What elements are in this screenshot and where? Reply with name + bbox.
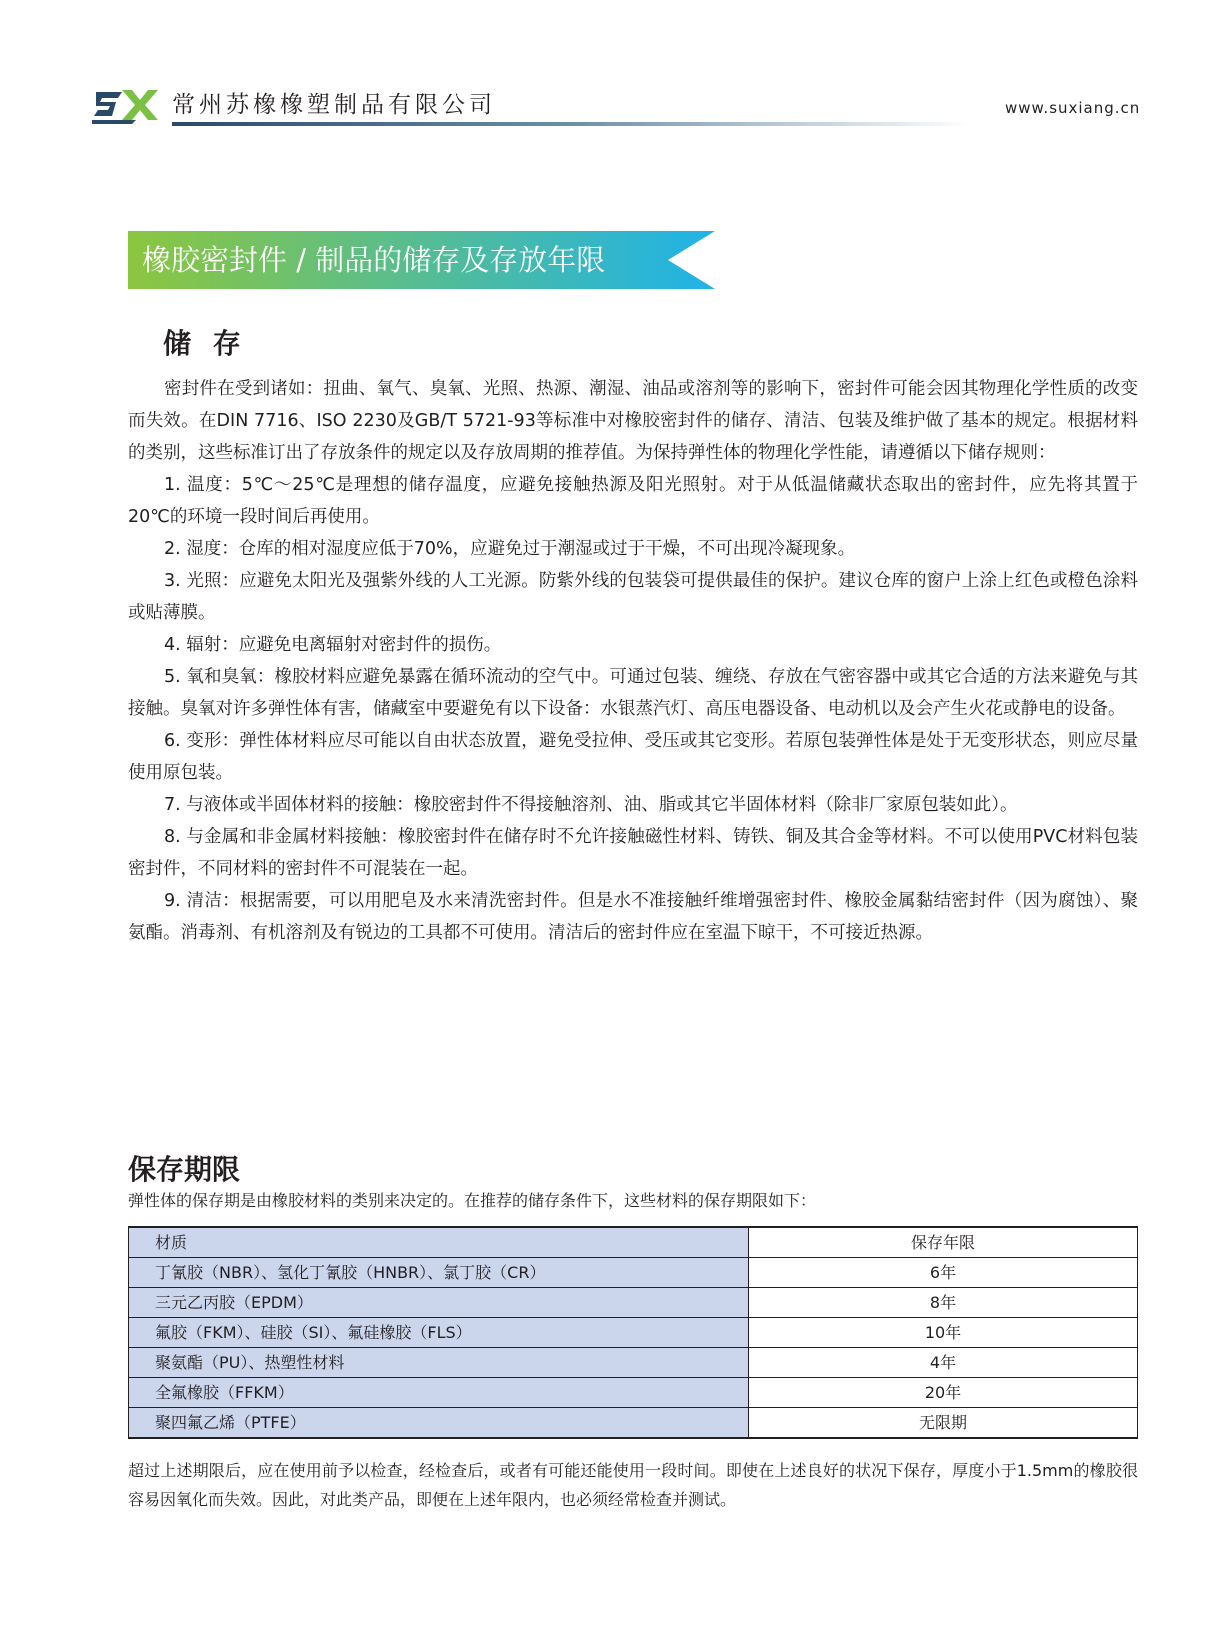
website-url: www.suxiang.cn	[1005, 99, 1141, 117]
table-row	[129, 1288, 1138, 1318]
storage-rule: 5. 氧和臭氧：橡胶材料应避免暴露在循环流动的空气中。可通过包装、缠绕、存放在气密容器中或其它合适的方法来避免与其接触。臭氧对许多弹性体有害，储藏室中要避免有以下设备：水银蒸汽灯、高压电器设备、电动机以及会产生火花或静电的设备。	[128, 667, 1138, 719]
storage-rule: 1. 温度：5℃～25℃是理想的储存温度，应避免接触热源及阳光照射。对于从低温储藏状态取出的密封件，应先将其置于20℃的环境一段时间后再使用。	[128, 475, 1138, 527]
table-header-row	[129, 1227, 1138, 1258]
table-header-material: 材质	[129, 1227, 749, 1258]
period-intro: 弹性体的保存期是由橡胶材料的类别来决定的。在推荐的储存条件下，这些材料的保存期限如下：	[128, 1191, 817, 1210]
material-cell: 丁氰胶（NBR）、氢化丁氰胶（HNBR）、氯丁胶（CR）	[129, 1258, 749, 1288]
page-header	[0, 0, 1221, 140]
storage-intro: 密封件在受到诸如：扭曲、氧气、臭氧、光照、热源、潮湿、油品或溶剂等的影响下，密封件可能会因其物理化学性质的改变而失效。在DIN 7716、ISO 2230及GB/T 5721-93等标准中对橡胶密封件的储存、清洁、包装及维护做了基本的规定。根据材料的类别，这些标准订出了存放条件的规定以及存放周期的推荐值。为保持弹性体的物理化学性能，请遵循以下储存规则：	[128, 379, 1138, 463]
table-row	[129, 1348, 1138, 1378]
years-cell: 8年	[749, 1288, 1138, 1318]
years-cell: 无限期	[749, 1408, 1138, 1439]
material-cell: 聚氨酯（PU）、热塑性材料	[129, 1348, 749, 1378]
storage-rule: 8. 与金属和非金属材料接触：橡胶密封件在储存时不允许接触磁性材料、铸铁、铜及其合金等材料。不可以使用PVC材料包装密封件，不同材料的密封件不可混装在一起。	[128, 827, 1138, 879]
period-heading: 保存期限	[128, 1153, 241, 1186]
table-row	[129, 1378, 1138, 1408]
storage-heading: 储 存	[163, 327, 247, 360]
sx-logo-icon	[92, 86, 162, 124]
material-cell: 三元乙丙胶（EPDM）	[129, 1288, 749, 1318]
table-row	[129, 1408, 1138, 1439]
storage-rule: 2. 湿度：仓库的相对湿度应低于70%，应避免过于潮湿或过于干燥，不可出现冷凝现象。	[164, 539, 856, 559]
material-cell: 氟胶（FKM）、硅胶（SI）、氟硅橡胶（FLS）	[129, 1318, 749, 1348]
period-note: 超过上述期限后，应在使用前予以检查，经检查后，或者有可能还能使用一段时间。即使在上述良好的状况下保存，厚度小于1.5mm的橡胶很容易因氧化而失效。因此，对此类产品，即便在上述年限内，也必须经常检查并测试。	[128, 1461, 1138, 1509]
table-header-years: 保存年限	[749, 1227, 1138, 1258]
years-cell: 4年	[749, 1348, 1138, 1378]
table-row	[129, 1318, 1138, 1348]
storage-rule: 6. 变形：弹性体材料应尽可能以自由状态放置，避免受拉伸、受压或其它变形。若原包装弹性体是处于无变形状态，则应尽量使用原包装。	[128, 731, 1138, 783]
storage-body	[128, 373, 1138, 949]
header-divider	[172, 122, 972, 126]
years-cell: 20年	[749, 1378, 1138, 1408]
company-name: 常州苏橡橡塑制品有限公司	[172, 92, 496, 118]
storage-rule: 7. 与液体或半固体材料的接触：橡胶密封件不得接触溶剂、油、脂或其它半固体材料（除非厂家原包装如此）。	[164, 795, 1018, 815]
storage-rule: 4. 辐射：应避免电离辐射对密封件的损伤。	[164, 635, 502, 655]
years-cell: 10年	[749, 1318, 1138, 1348]
storage-rule: 3. 光照：应避免太阳光及强紫外线的人工光源。防紫外线的包装袋可提供最佳的保护。建议仓库的窗户上涂上红色或橙色涂料或贴薄膜。	[128, 571, 1138, 623]
material-cell: 全氟橡胶（FFKM）	[129, 1378, 749, 1408]
banner-title: 橡胶密封件 / 制品的储存及存放年限	[142, 243, 606, 277]
years-cell: 6年	[749, 1258, 1138, 1288]
storage-rule: 9. 清洁：根据需要，可以用肥皂及水来清洗密封件。但是水不准接触纤维增强密封件、橡胶金属黏结密封件（因为腐蚀）、聚氨酯。消毒剂、有机溶剂及有锐边的工具都不可使用。清洁后的密封件应在室温下晾干，不可接近热源。	[128, 891, 1138, 943]
storage-period-table	[128, 1226, 1138, 1439]
table-row	[129, 1258, 1138, 1288]
material-cell: 聚四氟乙烯（PTFE）	[129, 1408, 749, 1439]
